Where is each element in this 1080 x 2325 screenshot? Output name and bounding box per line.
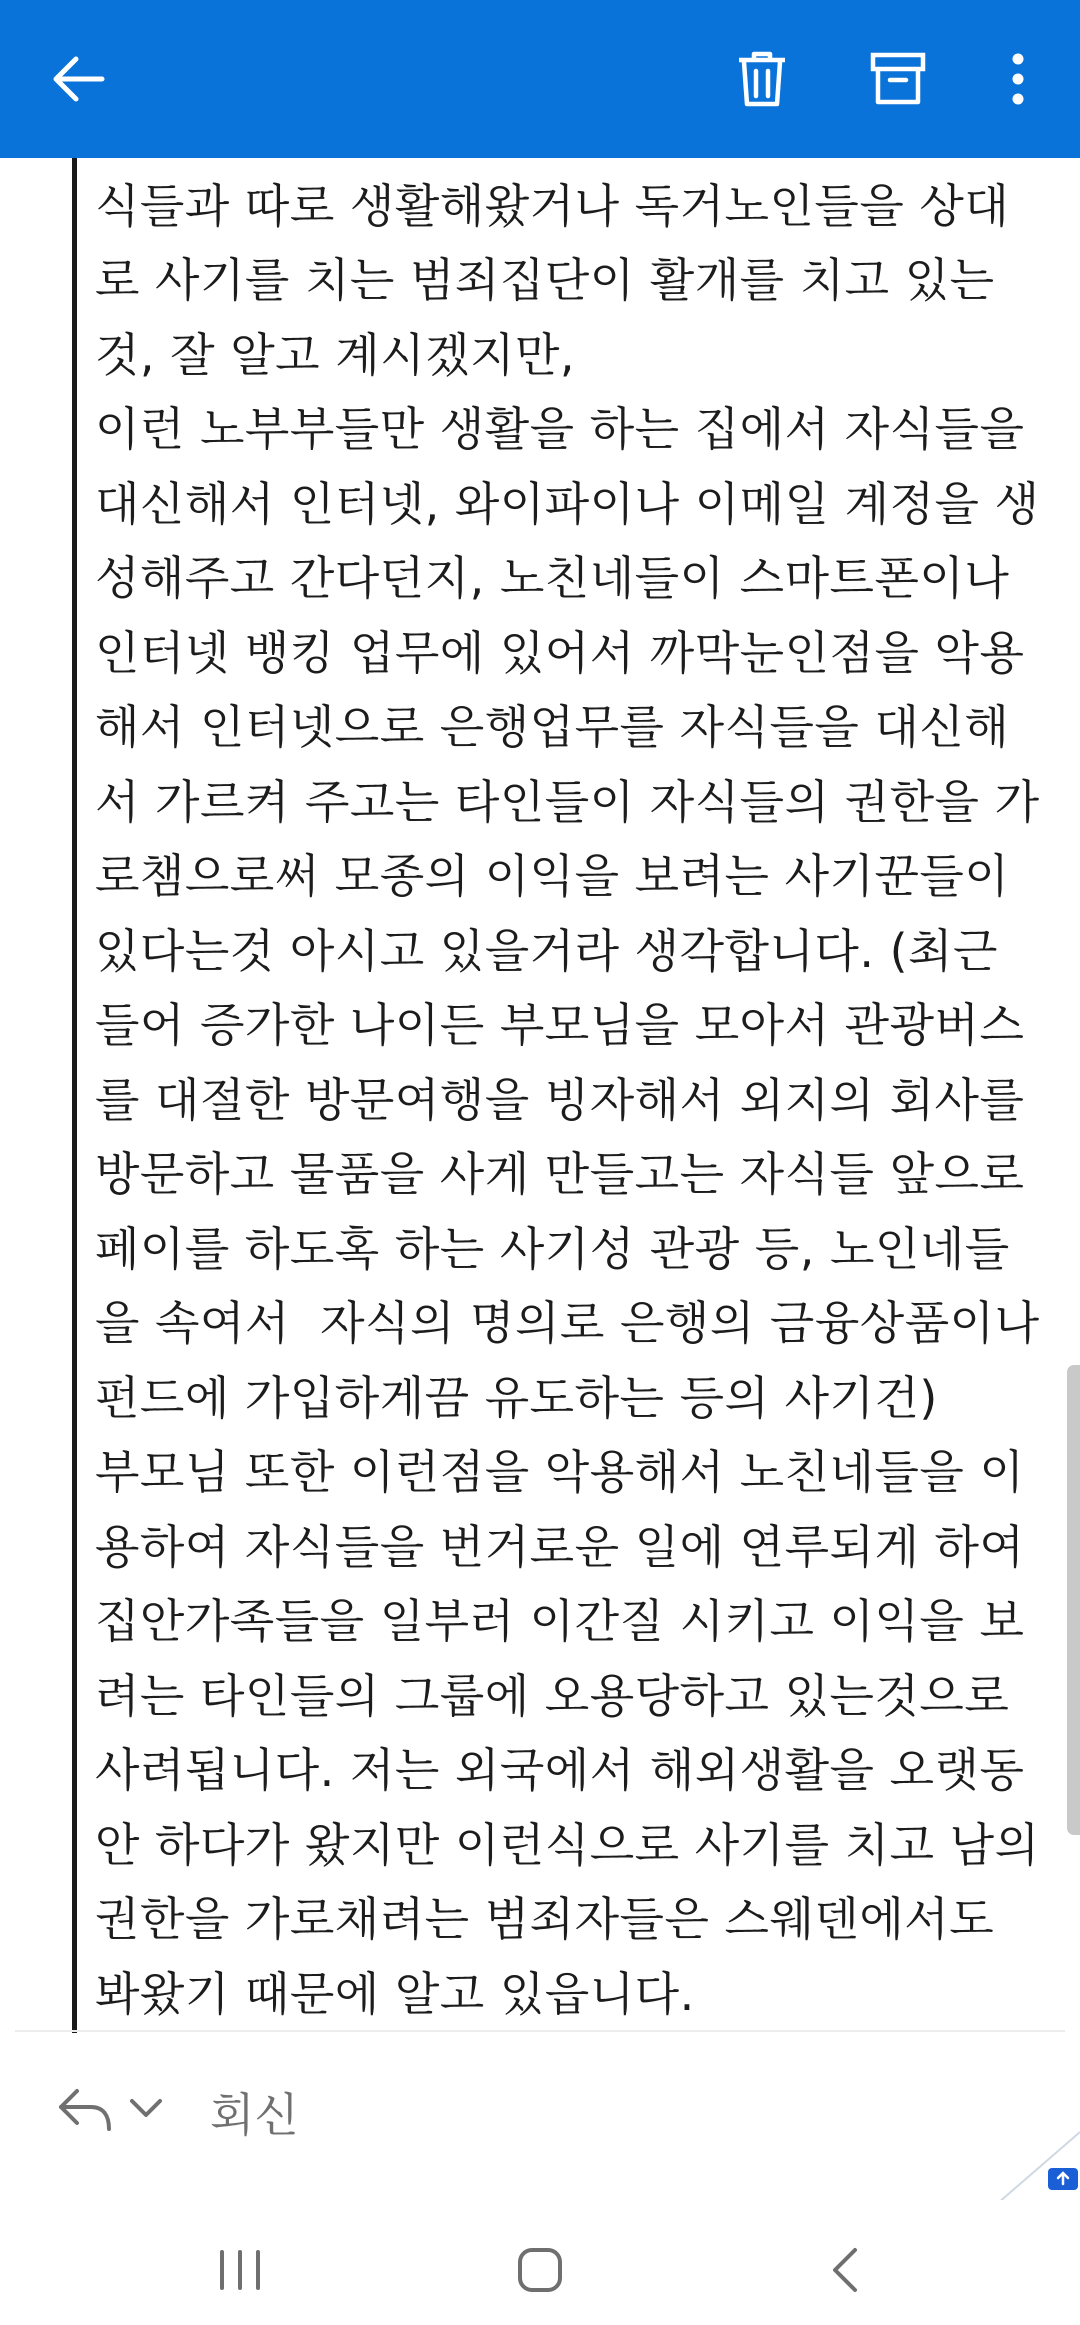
- more-vertical-icon: [1008, 53, 1028, 105]
- body-line: 이런 노부부들만 생활을 하는 집에서 자식들을: [95, 402, 1025, 456]
- body-line: 인터넷 뱅킹 업무에 있어서 까막눈인점을 악용: [95, 625, 1025, 680]
- body-line: 권한을 가로채려는 범죄자들은 스웨덴에서도: [95, 1892, 995, 1946]
- body-line: 대신해서 인터넷, 와이파이나 이메일 계정을 생: [95, 476, 1040, 531]
- body-line: 있다는것 아시고 있을거라 생각합니다. (최근: [95, 923, 998, 978]
- archive-icon: [870, 52, 926, 106]
- body-line: 용하여 자식들을 번거로운 일에 연루되게 하여: [95, 1519, 1025, 1574]
- page-corner-icon: [990, 2130, 1080, 2210]
- body-line: 을 속여서 자식의 명의로 은행의 금융상품이나: [95, 1296, 1040, 1350]
- delete-button[interactable]: [712, 29, 812, 129]
- reply-button[interactable]: [0, 2055, 1080, 2165]
- body-line: 부모님 또한 이런점을 악용해서 노친네들을 이: [95, 1445, 1025, 1499]
- body-line: 성해주고 간다던지, 노친네들이 스마트폰이나: [95, 551, 1010, 605]
- body-line: 사려됩니다. 저는 외국에서 해외생활을 오랫동: [95, 1743, 1025, 1797]
- reply-icon: [55, 2083, 115, 2133]
- body-line: 려는 타인들의 그룹에 오용당하고 있는것으로: [95, 1668, 1010, 1723]
- body-line: 것, 잘 알고 계시겠지만,: [95, 327, 576, 382]
- message-content: [0, 158, 1080, 2028]
- archive-button[interactable]: [848, 29, 948, 129]
- body-line: 펀드에 가입하게끔 유도하는 등의 사기건): [95, 1370, 938, 1425]
- body-line: 서 가르켜 주고는 타인들이 자식들의 권한을 가: [95, 774, 1040, 829]
- chevron-down-icon[interactable]: [128, 2093, 164, 2123]
- trash-icon: [737, 50, 787, 108]
- body-line: 집안가족들을 일부러 이간질 시키고 이익을 보: [95, 1594, 1025, 1648]
- top-app-bar: [0, 0, 1080, 158]
- divider: [15, 2030, 1065, 2032]
- nav-back-icon[interactable]: [805, 2240, 885, 2300]
- body-line: 봐왔기 때문에 알고 있읍니다.: [95, 1966, 695, 2021]
- body-line: 로챔으로써 모종의 이익을 보려는 사기꾼들이: [95, 849, 1010, 903]
- body-line: 로 사기를 치는 범죄집단이 활개를 치고 있는: [95, 253, 995, 307]
- body-line: 식들과 따로 생활해왔거나 독거노인들을 상대: [95, 178, 1010, 233]
- recents-icon[interactable]: [200, 2240, 280, 2300]
- body-line: 해서 인터넷으로 은행업무를 자식들을 대신해: [95, 700, 1010, 754]
- home-icon[interactable]: [500, 2240, 580, 2300]
- scrollbar-thumb[interactable]: [1067, 1365, 1080, 1835]
- back-button[interactable]: [28, 29, 128, 129]
- message-body: [95, 94, 1055, 2031]
- more-options-button[interactable]: [968, 29, 1068, 129]
- reply-label: 회신: [210, 2088, 299, 2142]
- body-line: 들어 증가한 나이든 부모님을 모아서 관광버스: [95, 998, 1025, 1052]
- body-line: 페이를 하도혹 하는 사기성 관광 등, 노인네들: [95, 1221, 1010, 1276]
- arrow-left-icon: [50, 55, 106, 103]
- body-line: 안 하다가 왔지만 이런식으로 사기를 치고 남의: [95, 1817, 1040, 1872]
- system-navigation-bar: [0, 2200, 1080, 2325]
- quote-bar: [72, 158, 77, 2033]
- body-line: 방문하고 물품을 사게 만들고는 자식들 앞으로: [95, 1147, 1025, 1201]
- body-line: 를 대절한 방문여행을 빙자해서 외지의 회사를: [95, 1072, 1025, 1127]
